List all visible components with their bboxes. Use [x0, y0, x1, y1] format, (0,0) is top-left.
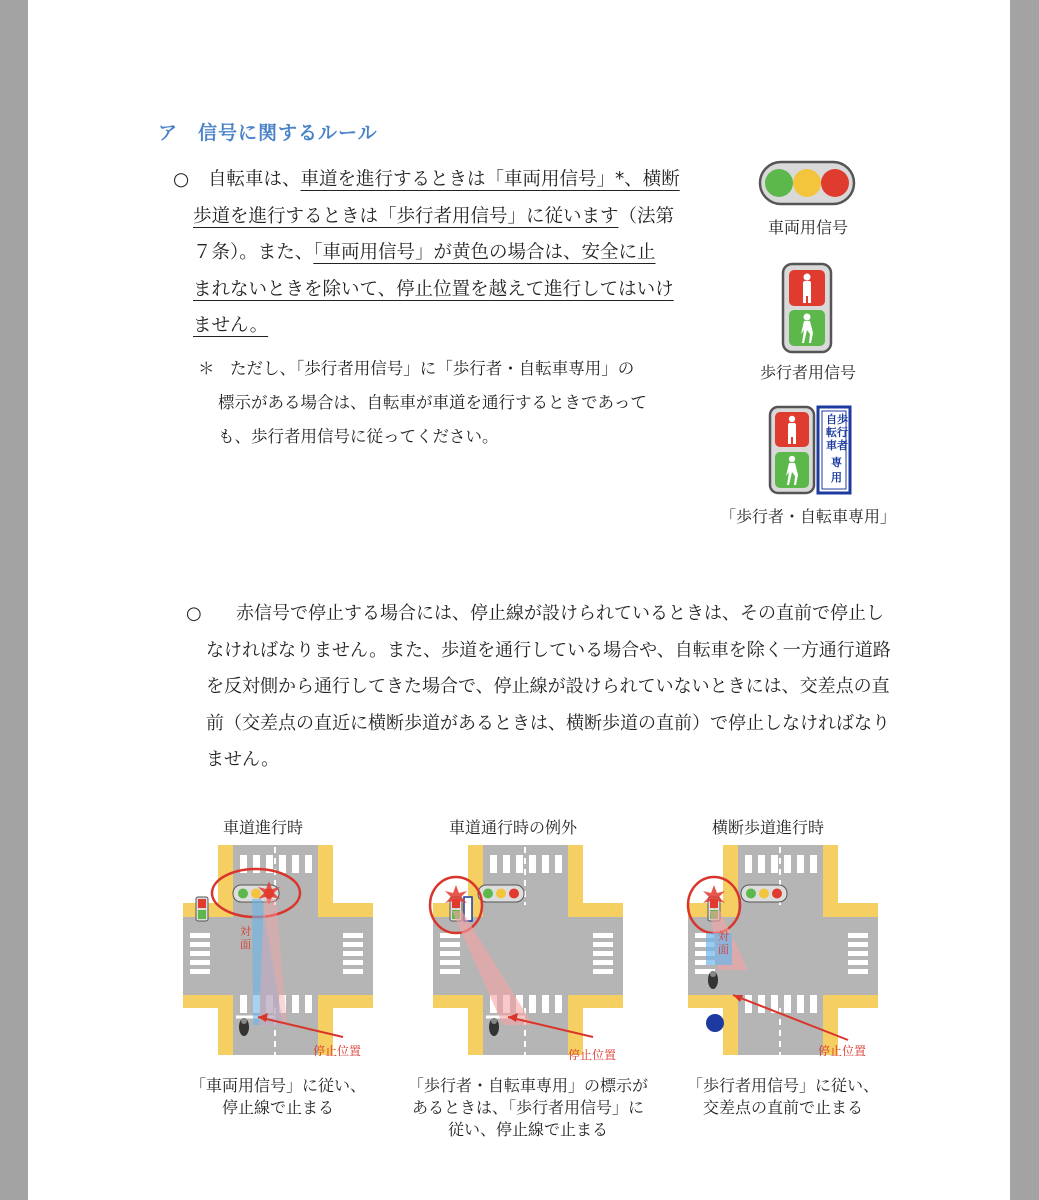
vehicle-signal-icon	[758, 160, 858, 206]
para1-text: （法第	[618, 205, 675, 227]
para1-underlined: ません。	[193, 315, 269, 336]
para1-text: 自転車は、	[208, 169, 301, 190]
pedestrian-bicycle-signal-icon	[768, 405, 854, 497]
section-heading: ア 信号に関するルール	[158, 122, 378, 144]
para1-text: ７条）。また、	[193, 242, 314, 263]
pedestrian-bicycle-signal-caption: 「歩行者・自転車専用」	[719, 507, 896, 526]
intersection-diagram	[683, 845, 883, 1060]
para1-underlined: 歩道を進行するときは「歩行者用信号」に従います	[193, 205, 619, 227]
para1-underlined: 「車両用信号」が黄色の場合は、安全に止	[313, 242, 656, 263]
diagram-title: 横断歩道進行時	[711, 818, 824, 837]
cyclist-icon	[489, 1018, 499, 1036]
sign-char: 者	[837, 439, 848, 452]
cyclist-icon	[239, 1018, 249, 1036]
intersection-diagram	[428, 845, 628, 1060]
vehicle-signal-caption: 車両用信号	[767, 218, 848, 237]
diagram-caption	[138, 1075, 418, 1119]
footnote	[198, 352, 723, 454]
intersection-diagram	[178, 845, 378, 1060]
sign-char: 歩	[837, 413, 848, 426]
facing-label: 対面	[240, 925, 251, 951]
sign-char: 用	[831, 471, 842, 484]
signal-rule-paragraph	[173, 162, 728, 345]
stop-rule-text: 赤信号で停止する場合には、停止線が設けられているときは、その直前で停止しなければなりません。また、歩道を通行している場合や、自転車を除く一方通行道路を反対側から通行してきた場合で、停止線が設けられていないときには、交差点の直前（交差点の直近に横断歩道があるときは、横断歩道の直前）で停止しなければなりません。	[206, 603, 891, 770]
footnote-line: も、歩行者用信号に従ってください。	[218, 427, 499, 446]
stop-position-label: 停止位置	[818, 1044, 867, 1058]
pedestrian-signal-caption: 歩行者用信号	[759, 363, 856, 382]
diagram-caption-line: 停止線で止まる	[221, 1098, 334, 1117]
facing-label: 対面	[718, 930, 729, 956]
diagram-caption-line: 「歩行者・自転車専用」の標示が	[407, 1076, 648, 1095]
sign-char: 転	[826, 426, 837, 439]
stop-position-label: 停止位置	[313, 1044, 362, 1058]
diagram-caption-line: 従い、停止線で止まる	[447, 1120, 608, 1139]
diagram-caption-line: あるときは、「歩行者用信号」に	[411, 1098, 644, 1117]
diagram-caption-line: 「車両用信号」に従い、	[189, 1076, 366, 1095]
footnote-line: 標示がある場合は、自転車が車道を通行するときであって	[218, 393, 647, 412]
footnote-line: ただし、「歩行者用信号」に「歩行者・自転車専用」の	[230, 359, 635, 378]
sign-char: 専	[831, 456, 842, 469]
para1-underlined: まれないときを除いて、停止位置を越えて進行してはいけ	[193, 278, 674, 300]
bullet-circle: ○	[173, 169, 190, 190]
sign-char: 自	[826, 413, 837, 426]
sign-char: 車	[826, 439, 837, 452]
document-page	[28, 0, 1010, 1200]
cyclist-icon	[708, 971, 718, 989]
bicycle-sign-icon	[706, 1014, 724, 1032]
stop-position-label: 停止位置	[568, 1048, 617, 1060]
asterisk-mark: ＊	[198, 359, 215, 378]
diagram-caption-line: 「歩行者用信号」に従い、	[686, 1076, 879, 1095]
diagram-caption	[388, 1075, 668, 1141]
para1-underlined: 車道を進行するときは「車両用信号」*、横断	[300, 169, 680, 190]
pedestrian-signal-icon	[781, 262, 833, 354]
diagram-title: 車道通行時の例外	[448, 818, 577, 837]
diagram-caption	[643, 1075, 923, 1119]
stop-rule-paragraph	[186, 596, 896, 779]
diagram-caption-line: 交差点の直前で止まる	[702, 1098, 863, 1117]
sign-char: 行	[837, 426, 848, 439]
bullet-circle: ○	[186, 603, 202, 624]
diagram-title: 車道進行時	[222, 818, 303, 837]
